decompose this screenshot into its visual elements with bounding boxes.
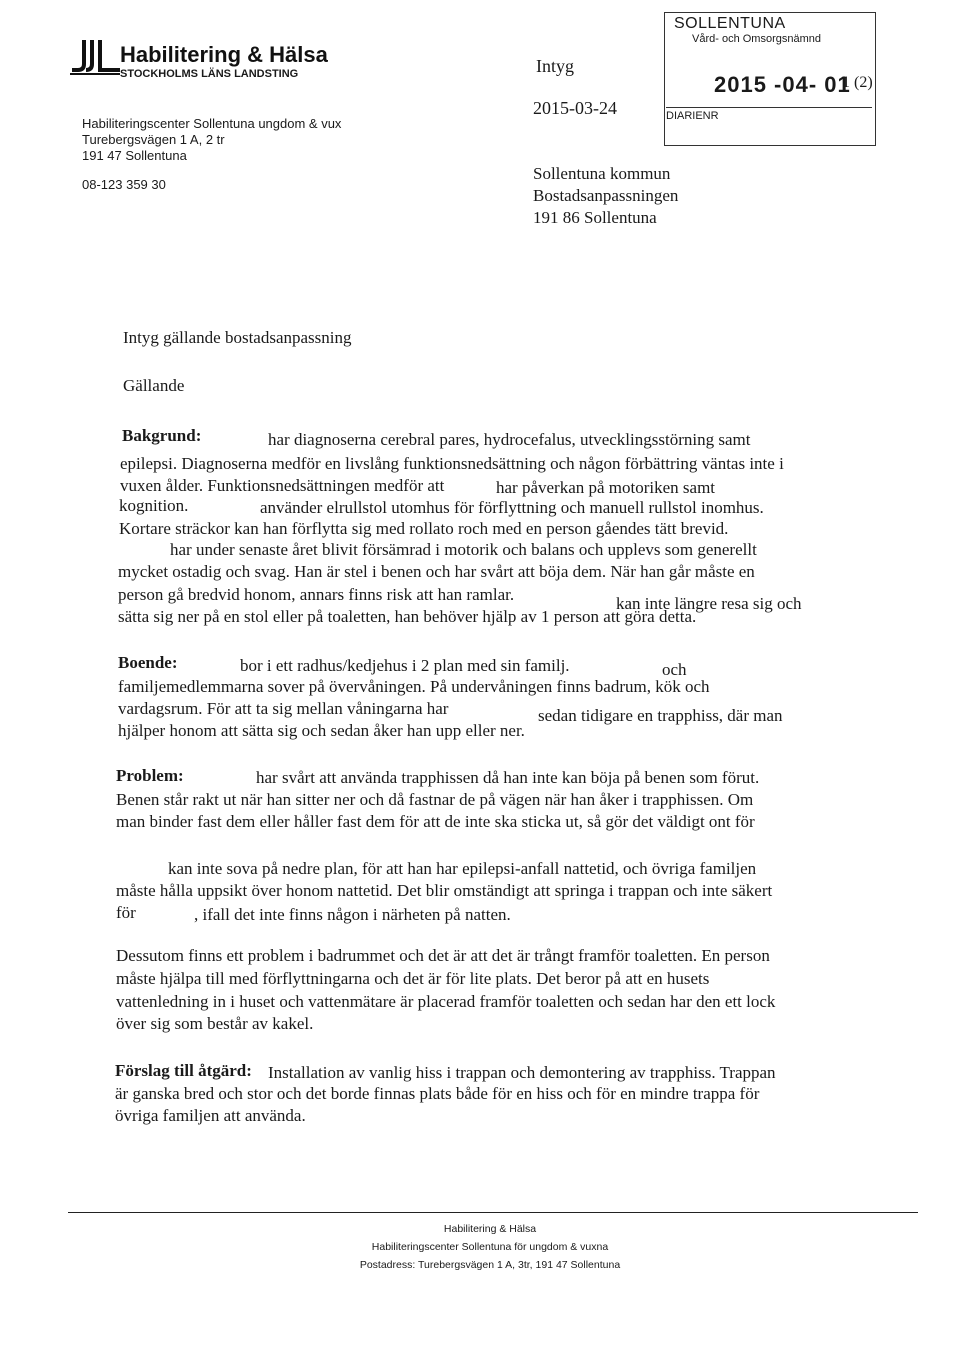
footer-divider <box>68 1212 918 1213</box>
section-heading-forslag: Förslag till åtgärd: <box>115 1061 252 1080</box>
body-line: och <box>662 660 687 679</box>
body-line: Kortare sträckor kan han förflytta sig med rollato roch med en person gåendes tätt brevid. <box>119 519 729 538</box>
sender-line: Turebergsvägen 1 A, 2 tr <box>82 132 225 147</box>
body-line: epilepsi. Diagnoserna medför en livslång funktionsnedsättning och någon förbättring väntas inte i <box>120 454 784 473</box>
document-type: Intyg <box>536 56 574 76</box>
stamp-diarie-label: DIARIENR <box>666 107 872 122</box>
body-line: vattenledning in i huset och vattenmätare är placerad framför toaletten och sedan har den ett lock <box>116 992 776 1011</box>
sender-phone: 08-123 359 30 <box>82 177 166 192</box>
body-line: måste hjälpa till med förflyttningarna och det är för lite plats. Det beror på att en husets <box>116 969 710 988</box>
body-line: man binder fast dem eller håller fast dem för att de inte ska sticka ut, så gör det väldigt ont för <box>116 812 755 831</box>
body-line: Installation av vanlig hiss i trappan och demontering av trapphiss. Trappan <box>268 1063 776 1082</box>
regarding-label: Gällande <box>123 376 185 395</box>
body-line: kan inte längre resa sig och <box>616 594 802 613</box>
stamp-date: 2015 -04- 01 <box>714 72 851 97</box>
body-line: har diagnoserna cerebral pares, hydrocefalus, utvecklingsstörning samt <box>268 430 751 449</box>
body-line: sedan tidigare en trapphiss, där man <box>538 706 783 725</box>
section-heading-bakgrund: Bakgrund: <box>122 426 202 445</box>
recipient-address <box>533 163 678 229</box>
body-line: , ifall det inte finns någon i närheten på natten. <box>194 905 511 924</box>
body-line: har svårt att använda trapphissen då han inte kan böja på benen som förut. <box>256 768 760 787</box>
body-line: mycket ostadig och svag. Han är stel i benen och har svårt att böja dem. När han går måste en <box>118 562 755 581</box>
body-line: hjälper honom att sätta sig och sedan åker han upp eller ner. <box>118 721 525 740</box>
document-date: 2015-03-24 <box>533 98 617 118</box>
body-line: använder elrullstol utomhus för förflyttning och manuell rullstol inomhus. <box>260 498 764 517</box>
sender-line: 191 47 Sollentuna <box>82 148 187 163</box>
stamp-title: SOLLENTUNA <box>674 15 786 32</box>
landsting-logo-icon <box>70 36 122 76</box>
body-line: familjemedlemmarna sover på övervåningen. På undervåningen finns badrum, kök och <box>118 677 710 696</box>
stamp-page-number: 1 (2) <box>842 74 873 91</box>
body-line: kognition. <box>119 496 189 515</box>
body-line: är ganska bred och stor och det borde finnas plats både för en hiss och för en mindre trappa för <box>115 1084 760 1103</box>
body-line: vardagsrum. För att ta sig mellan våningarna har <box>118 699 449 718</box>
body-line: Dessutom finns ett problem i badrummet och det är att det är trångt framför toaletten. En person <box>116 946 770 965</box>
body-line: måste hålla uppsikt över honom nattetid. Det blir omständigt att springa i trappan och inte säkert <box>116 881 773 900</box>
body-line: sätta sig ner på en stol eller på toaletten, han behöver hjälp av 1 person att göra detta. <box>118 607 697 626</box>
body-line: över sig som består av kakel. <box>116 1014 314 1033</box>
recipient-line: 191 86 Sollentuna <box>533 208 657 227</box>
body-line: bor i ett radhus/kedjehus i 2 plan med sin familj. <box>240 656 570 675</box>
stamp-subtitle: Vård- och Omsorgsnämnd <box>692 33 821 45</box>
body-line: för <box>116 903 136 922</box>
body-line: kan inte sova på nedre plan, för att han har epilepsi-anfall nattetid, och övriga familjen <box>168 859 757 878</box>
footer <box>280 1220 700 1274</box>
body-line: övriga familjen att använda. <box>115 1106 306 1125</box>
body-line: person gå bredvid honom, annars finns risk att han ramlar. <box>118 585 515 604</box>
footer-line: Habiliteringscenter Sollentuna för ungdom & vuxna <box>371 1241 609 1253</box>
received-stamp <box>664 12 876 146</box>
footer-line: Postadress: Turebergsvägen 1 A, 3tr, 191 47 Sollentuna <box>359 1259 621 1271</box>
document-subject: Intyg gällande bostadsanpassning <box>123 328 352 347</box>
body-line: vuxen ålder. Funktionsnedsättningen medför att <box>120 476 445 495</box>
section-heading-problem: Problem: <box>116 766 184 785</box>
sender-line: Habiliteringscenter Sollentuna ungdom & vux <box>82 116 342 131</box>
body-line: har påverkan på motoriken samt <box>496 478 716 497</box>
org-region: STOCKHOLMS LÄNS LANDSTING <box>120 68 299 80</box>
footer-line: Habilitering & Hälsa <box>443 1223 537 1235</box>
recipient-line: Sollentuna kommun <box>533 164 671 183</box>
body-line: Benen står rakt ut när han sitter ner och då fastnar de på vägen när han åker i trapphissen. Om <box>116 790 754 809</box>
recipient-line: Bostadsanpassningen <box>533 186 679 205</box>
body-line: har under senaste året blivit försämrad i motorik och balans och upplevs som generellt <box>170 540 757 559</box>
org-name: Habilitering & Hälsa <box>120 42 328 67</box>
sender-address <box>82 116 341 164</box>
section-heading-boende: Boende: <box>118 653 178 672</box>
